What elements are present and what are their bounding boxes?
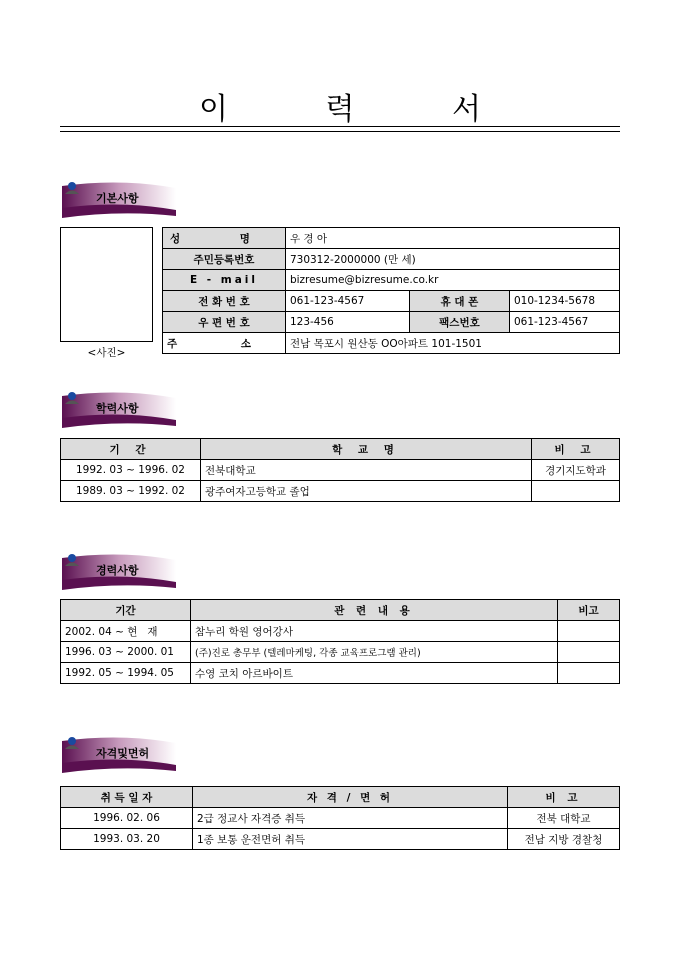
note-cell: 전북 대학교: [508, 808, 620, 829]
license-cell: 2급 정교사 자격증 취득: [193, 808, 508, 829]
section-banner-career: [60, 550, 180, 590]
title-rule-thin: [60, 131, 620, 132]
mobile-label: 휴 대 폰: [409, 291, 509, 312]
col-header: 비고: [558, 600, 620, 621]
table-row: [61, 481, 620, 502]
table-row: [163, 270, 620, 291]
addr-value: 전남 목포시 원산동 OO아파트 101-1501: [285, 333, 619, 354]
period-cell: 2002. 04 ~ 현 재: [61, 621, 191, 642]
col-header: 관 련 내 용: [191, 600, 558, 621]
content-cell: 참누리 학원 영어강사: [191, 621, 558, 642]
table-row: [61, 642, 620, 663]
section-banner-license: [60, 733, 180, 773]
table-row: [61, 829, 620, 850]
email-value: bizresume@bizresume.co.kr: [285, 270, 619, 291]
table-row: [163, 333, 620, 354]
period-cell: 1992. 05 ~ 1994. 05: [61, 663, 191, 684]
section-title: 기본사항: [96, 192, 139, 205]
zip-label: 우 편 번 호: [163, 312, 286, 333]
col-header: 비 고: [532, 439, 620, 460]
phone-value: 061-123-4567: [285, 291, 409, 312]
phone-label: 전 화 번 호: [163, 291, 286, 312]
table-header: [61, 787, 620, 808]
period-cell: 1989. 03 ~ 1992. 02: [61, 481, 201, 502]
name-label: 성 명: [163, 228, 286, 249]
school-cell: 전북대학교: [201, 460, 532, 481]
table-row: [163, 312, 620, 333]
email-label: E - mail: [163, 270, 286, 291]
license-table: [60, 786, 620, 850]
photo-caption: <사진>: [87, 347, 126, 359]
table-header: [61, 439, 620, 460]
col-header: 비 고: [508, 787, 620, 808]
period-cell: 1992. 03 ~ 1996. 02: [61, 460, 201, 481]
title-rule-thick: [60, 126, 620, 127]
name-value: 우 경 아: [285, 228, 619, 249]
mobile-value: 010-1234-5678: [509, 291, 619, 312]
basic-info-table: [162, 227, 620, 354]
col-header: 기간: [61, 600, 191, 621]
date-cell: 1993. 03. 20: [61, 829, 193, 850]
id-label: 주민등록번호: [163, 249, 286, 270]
table-row: [163, 228, 620, 249]
note-cell: [532, 481, 620, 502]
table-row: [61, 808, 620, 829]
page-title: 이 력 서: [198, 92, 525, 127]
period-cell: 1996. 03 ~ 2000. 01: [61, 642, 191, 663]
education-table: [60, 438, 620, 502]
note-cell: 경기지도학과: [532, 460, 620, 481]
section-title: 학력사항: [96, 402, 139, 415]
section-banner-basic: [60, 178, 180, 218]
section-banner-education: [60, 388, 180, 428]
table-row: [61, 663, 620, 684]
col-header: 자 격 / 면 허: [193, 787, 508, 808]
col-header: 기 간: [61, 439, 201, 460]
section-title: 경력사항: [96, 564, 139, 577]
note-cell: [558, 642, 620, 663]
date-cell: 1996. 02. 06: [61, 808, 193, 829]
school-cell: 광주여자고등학교 졸업: [201, 481, 532, 502]
zip-value: 123-456: [285, 312, 409, 333]
col-header: 취 득 일 자: [61, 787, 193, 808]
note-cell: [558, 663, 620, 684]
content-cell: 수영 코치 아르바이트: [191, 663, 558, 684]
table-row: [163, 249, 620, 270]
fax-label: 팩스번호: [409, 312, 509, 333]
photo-box[interactable]: [60, 227, 153, 342]
section-title: 자격및면허: [96, 747, 150, 760]
table-row: [163, 291, 620, 312]
table-header: [61, 600, 620, 621]
table-row: [61, 460, 620, 481]
fax-value: 061-123-4567: [509, 312, 619, 333]
addr-label: 주 소: [163, 333, 286, 354]
id-value: 730312-2000000 (만 세): [285, 249, 619, 270]
col-header: 학 교 명: [201, 439, 532, 460]
note-cell: 전남 지방 경찰청: [508, 829, 620, 850]
career-table: [60, 599, 620, 684]
content-cell: (주)진로 총무부 (텔레마케팅, 각종 교육프로그램 관리): [191, 642, 558, 663]
license-cell: 1종 보통 운전면허 취득: [193, 829, 508, 850]
note-cell: [558, 621, 620, 642]
table-row: [61, 621, 620, 642]
